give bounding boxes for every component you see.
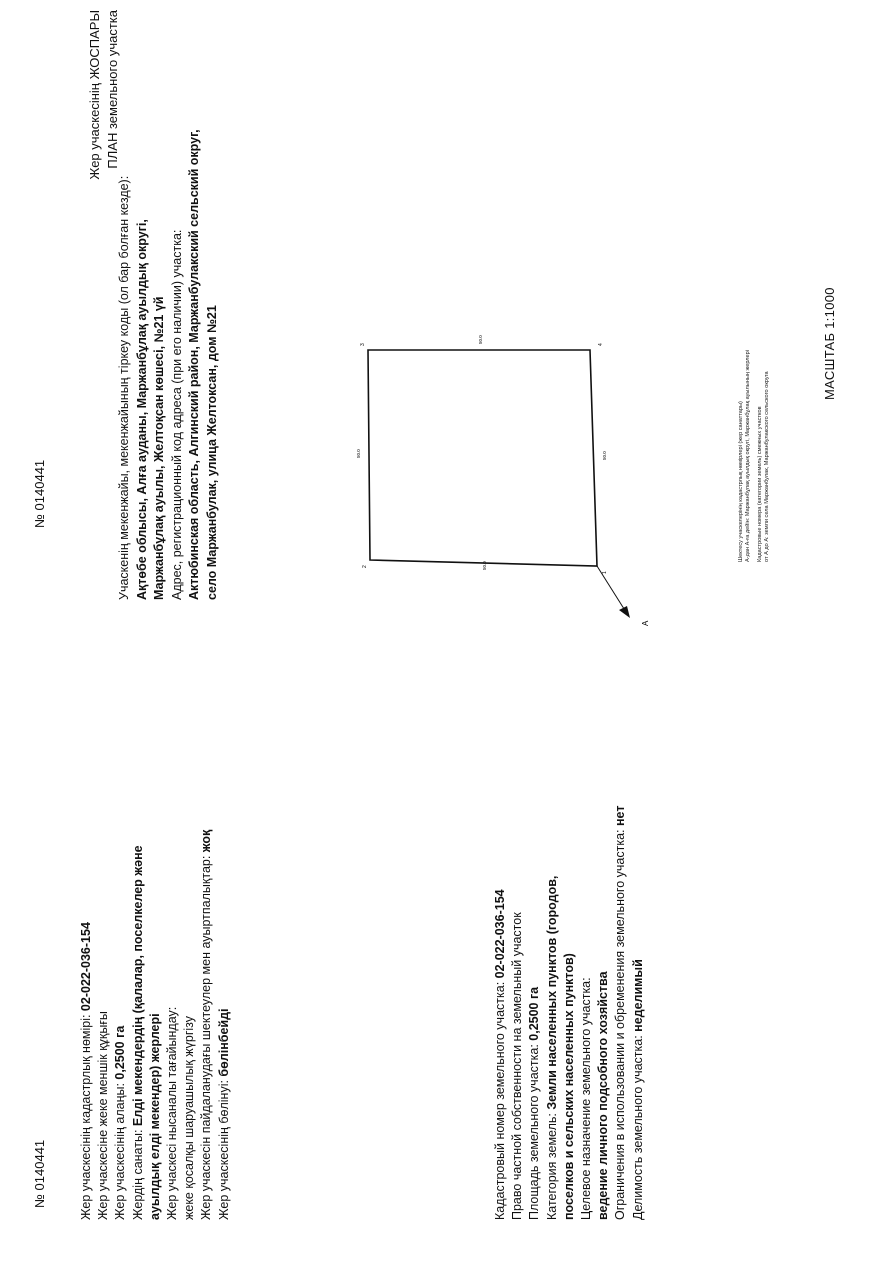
ru-area: Площадь земельного участка: 0,2500 га xyxy=(527,986,542,1220)
ru-cadastral-number: Кадастровый номер земельного участка: 02-022-036-154 xyxy=(493,889,507,1220)
plan-title-kk: Жер учаскесінің ЖОСПАРЫ xyxy=(87,10,102,180)
parcel-plan-drawing xyxy=(330,320,660,640)
address-block xyxy=(116,0,221,600)
kk-restrictions: Жер учаскесін пайдаланудағы шектеулер мен ауыртпалықтар: жоқ xyxy=(199,829,214,1220)
kk-ownership-right: Жер учаскесіне жеке меншік құқығы xyxy=(96,1011,111,1220)
address-line-kk-label: Учаскенің мекенжайы, мекенжайының тіркеу коды (ол бар болған кезде): xyxy=(117,175,131,600)
legend-line-kk-value: А-дан А-ға дейін: Маржанбұлақ ауылдық округі, Маржанбұлақ ауылының жерлері xyxy=(745,350,751,562)
legend-line-ru-title: Кадастровые номера (категории земель) смежных участков xyxy=(757,406,763,562)
side-length-1-2: 50.0 xyxy=(482,561,487,570)
address-line-ru-1: Актюбинская область, Алгинский район, Маржанбулакский сельский округ, xyxy=(187,129,201,600)
document-number-left: № 0140441 xyxy=(32,1139,47,1208)
document-number-right: № 0140441 xyxy=(32,459,47,528)
kk-purpose: Жер учаскесі нысаналы тағайындау: xyxy=(165,1006,180,1220)
side-length-2-3: 50.0 xyxy=(356,449,361,458)
legend-line-ru-value: от А до А: земли села Маржанбулак, Маржанбулакского сельского округа xyxy=(764,371,770,562)
north-arrow-label: А xyxy=(641,620,650,626)
kk-area: Жер учаскесінің алаңы: 0,2500 га xyxy=(113,1025,128,1220)
corner-label-3: 3 xyxy=(360,343,366,346)
kk-land-category: Жердің санаты: Елді мекендердің (қалалар, поселкелер және xyxy=(130,845,145,1220)
ru-ownership-right: Право частной собственности на земельный участок xyxy=(510,912,525,1220)
address-line-ru-2: село Маржанбулак, улица Желтоксан, дом №21 xyxy=(204,305,219,600)
address-line-ru-label: Адрес, регистрационный код адреса (при его наличии) участка: xyxy=(169,229,184,600)
north-arrow-icon xyxy=(619,606,630,618)
legend-line-kk-title: Шектесу учаскелерінің кадастрлық нөмірлері (жер санаттары) xyxy=(738,401,744,562)
ru-divisibility: Делимость земельного участка: неделимый xyxy=(630,959,645,1220)
address-line-kk-1: Ақтөбе облысы, Алға ауданы, Маржанбұлақ ауылдық округі, xyxy=(134,219,149,600)
corner-label-2: 2 xyxy=(362,565,368,568)
corner-label-4: 4 xyxy=(598,343,604,346)
ru-land-category: Категория земель: Земли населенных пунктов (городов, xyxy=(544,875,559,1220)
kk-cadastral-number: Жер учаскесінің кадастрлық нөмірі: 02-022-036-154 xyxy=(79,922,93,1220)
parcel-boundary xyxy=(368,350,597,566)
side-length-4-1: 50.0 xyxy=(602,451,607,460)
adjacent-parcels-legend xyxy=(738,22,771,562)
kk-purpose-value: жеке қосалқы шаруашылық жүргізу xyxy=(182,1015,197,1220)
address-line-kk-2: Маржанбұлақ ауылы, Желтоқсан көшесі, №21 үй xyxy=(152,296,166,600)
ru-purpose: Целевое назначение земельного участка: xyxy=(579,977,594,1220)
russian-details-block xyxy=(492,640,647,1220)
side-length-3-4: 50.0 xyxy=(478,335,483,344)
kk-land-category-cont: ауылдық елді мекендер) жерлері xyxy=(147,1013,162,1220)
kazakh-details-block xyxy=(78,660,233,1220)
corner-label-1: 1 xyxy=(602,571,608,574)
kk-divisibility: Жер учаскесінің бөлінуі: бөлінбейді xyxy=(216,1008,231,1220)
plan-scale: МАСШТАБ 1:1000 xyxy=(822,287,837,400)
ru-purpose-value: ведение личного подсобного хозяйства xyxy=(596,971,611,1220)
ru-restrictions: Ограничения в использовании и обременения земельного участка: нет xyxy=(613,805,628,1220)
plan-title-ru: ПЛАН земельного участка xyxy=(105,10,120,169)
ru-land-category-cont: поселков и сельских населенных пунктов) xyxy=(561,953,576,1220)
